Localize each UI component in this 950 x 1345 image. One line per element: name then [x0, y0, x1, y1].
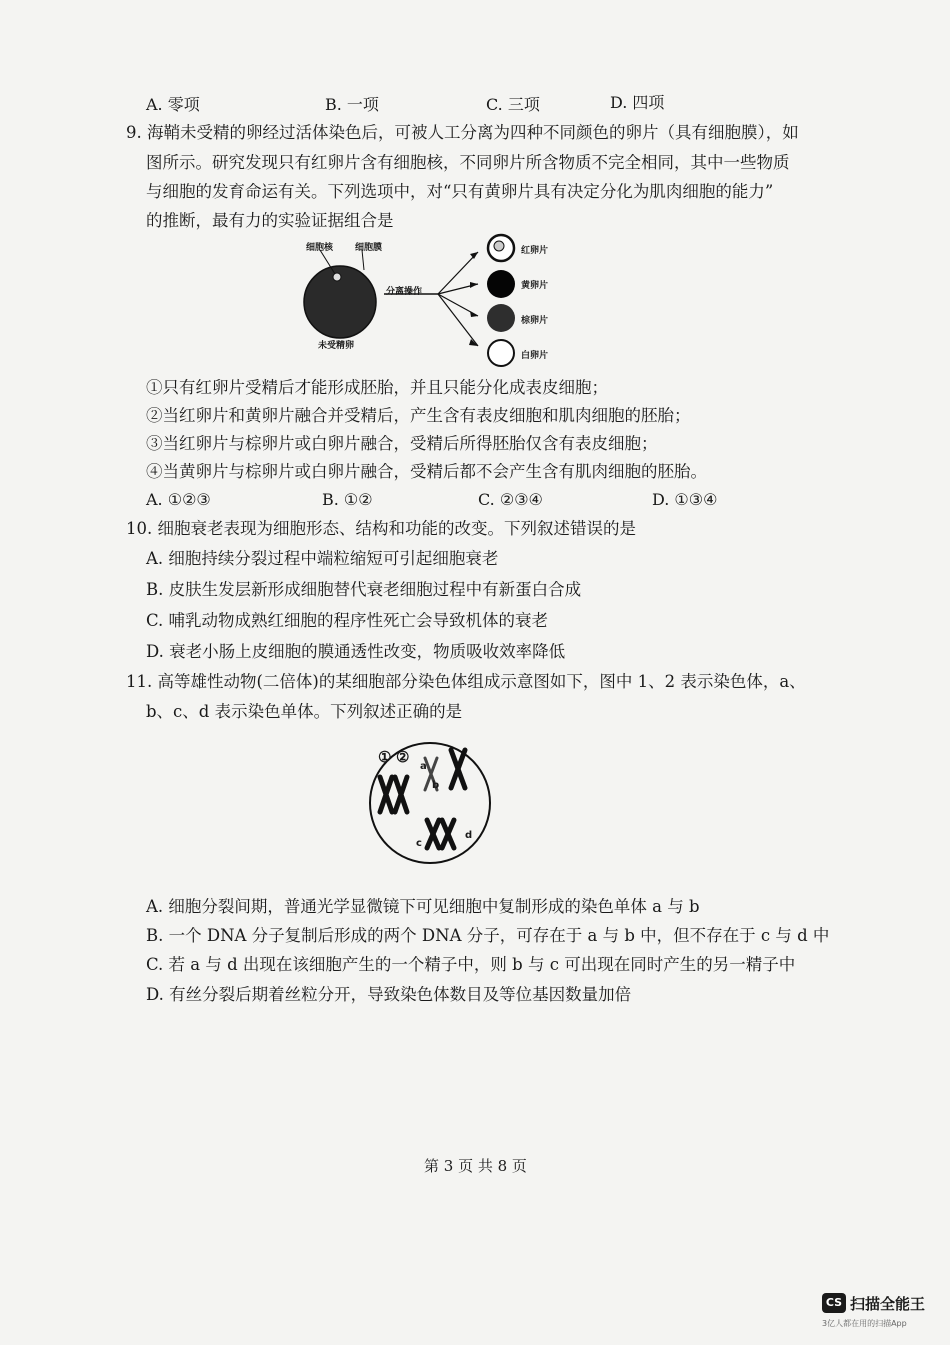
- q10-option-d: D. 衰老小肠上皮细胞的膜通透性改变，物质吸收效率降低: [146, 642, 566, 661]
- q11-stem-line-2: b、c、d 表示染色单体。下列叙述正确的是: [146, 702, 463, 721]
- q9-option-c: C. ②③④: [478, 490, 543, 509]
- q8-option-b: B. 一项: [325, 95, 379, 114]
- chromosome-label-2: ②: [396, 748, 410, 766]
- membrane-label: 细胞膜: [355, 243, 383, 253]
- q9-option-b: B. ①②: [322, 490, 373, 509]
- fragment-label-brown: 棕卵片: [521, 316, 549, 326]
- arrowhead-red: [470, 252, 478, 259]
- fan-line-red: [438, 252, 478, 294]
- fragment-label-red: 红卵片: [521, 246, 549, 256]
- egg-label: 未受精卵: [318, 341, 355, 351]
- q10-option-b: B. 皮肤生发层新形成细胞替代衰老细胞过程中有新蛋白合成: [146, 580, 582, 599]
- membrane-pointer: [362, 250, 364, 270]
- red-fragment-nucleus: [494, 241, 504, 251]
- q11-option-d: D. 有丝分裂后期着丝粒分开，导致染色体数目及等位基因数量加倍: [146, 985, 632, 1004]
- chromatid-label-c: c: [416, 838, 422, 849]
- q9-statement-2: ②当红卵片和黄卵片融合并受精后，产生含有表皮细胞和肌肉细胞的胚胎；: [146, 406, 691, 425]
- arrow-label: 分离操作: [386, 287, 423, 297]
- chromosome-pair-1-2: [380, 777, 407, 812]
- q11-option-b: B. 一个 DNA 分子复制后形成的两个 DNA 分子，可存在于 a 与 b 中，但不存在于 c 与 d 中: [146, 926, 830, 945]
- chromatid-label-b: b: [432, 780, 440, 791]
- camscanner-name: 扫描全能王: [850, 1295, 926, 1313]
- q10-option-a: A. 细胞持续分裂过程中端粒缩短可引起细胞衰老: [146, 549, 499, 568]
- q9-stem-line-1: 9. 海鞘未受精的卵经过活体染色后，可被人工分离为四种不同颜色的卵片（具有细胞膜），如: [126, 123, 799, 142]
- yellow-fragment: [487, 270, 515, 298]
- q8-option-d: D. 四项: [610, 93, 665, 112]
- chromosome-label-1: ①: [378, 748, 392, 766]
- q11-stem-line-1: 11. 高等雄性动物(二倍体)的某细胞部分染色体组成示意图如下，图中 1、2 表示染色体，a、: [126, 672, 806, 691]
- q9-stem-line-2: 图所示。研究发现只有红卵片含有细胞核，不同卵片所含物质不完全相同，其中一些物质: [146, 153, 790, 172]
- q11-option-c: C. 若 a 与 d 出现在该细胞产生的一个精子中，则 b 与 c 可出现在同时产生的另一精子中: [146, 955, 796, 974]
- fan-line-white: [438, 294, 478, 346]
- fragment-label-yellow: 黄卵片: [521, 281, 549, 291]
- arrowhead-yellow: [470, 282, 478, 288]
- q9-statement-4: ④当黄卵片与棕卵片或白卵片融合，受精后都不会产生含有肌肉细胞的胚胎。: [146, 462, 707, 481]
- egg-nucleus: [333, 273, 341, 281]
- arrowhead-brown: [470, 311, 478, 317]
- fragment-label-white: 白卵片: [521, 351, 549, 361]
- chromatid-label-a: a: [420, 761, 427, 772]
- q9-option-a: A. ①②③: [146, 490, 211, 509]
- q9-option-d: D. ①③④: [652, 490, 718, 509]
- q10-stem: 10. 细胞衰老表现为细胞形态、结构和功能的改变。下列叙述错误的是: [126, 519, 636, 538]
- chromosome-top-right: [451, 750, 465, 788]
- chromatid-label-d: d: [465, 830, 473, 841]
- nucleus-label: 细胞核: [306, 243, 334, 253]
- q9-statement-1: ①只有红卵片受精后才能形成胚胎，并且只能分化成表皮细胞；: [146, 378, 608, 397]
- chromosome-c-d: [427, 820, 454, 848]
- camscanner-tagline: 3亿人都在用的扫描App: [822, 1319, 907, 1328]
- page-number: 第 3 页 共 8 页: [424, 1157, 527, 1175]
- brown-fragment: [487, 304, 515, 332]
- q9-stem-line-3: 与细胞的发育命运有关。下列选项中，对“只有黄卵片具有决定分化为肌肉细胞的能力”: [146, 182, 774, 201]
- camscanner-logo-icon: CS: [822, 1293, 846, 1313]
- q8-option-c: C. 三项: [486, 95, 540, 114]
- white-fragment: [488, 340, 514, 366]
- q11-option-a: A. 细胞分裂间期，普通光学显微镜下可见细胞中复制形成的染色单体 a 与 b: [146, 897, 700, 916]
- q9-stem-line-4: 的推断，最有力的实验证据组合是: [146, 211, 394, 230]
- q9-statement-3: ③当红卵片与棕卵片或白卵片融合，受精后所得胚胎仅含有表皮细胞；: [146, 434, 658, 453]
- q10-option-c: C. 哺乳动物成熟红细胞的程序性死亡会导致机体的衰老: [146, 611, 549, 630]
- q8-option-a: A. 零项: [146, 95, 200, 114]
